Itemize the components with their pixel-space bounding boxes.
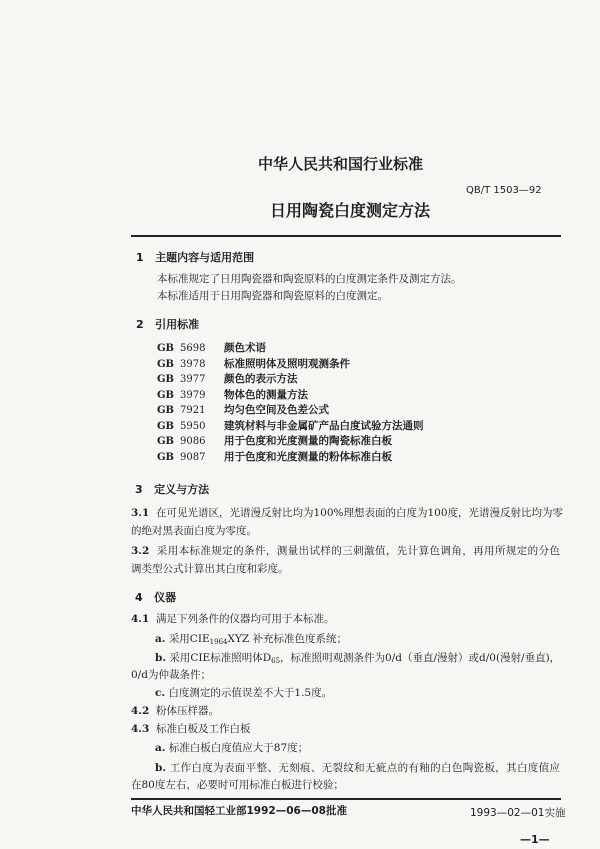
effective-date: 1993—02—01实施: [470, 807, 566, 819]
clause-4-1-b: b. 采用CIE标准照明体$D_{65}$，标准照明观测条件为0/d（垂直/漫射）或d/0(漫射/垂直)，: [155, 652, 561, 665]
reference-title: 用于色度和光度测量的粉体标准白板: [224, 450, 392, 463]
page-number: —1—: [520, 833, 550, 846]
clause-4-3-b: b. 工作白度为表面平整、无刻痕、无裂纹和无疵点的有釉的白色陶瓷板，其白度值应: [155, 762, 561, 774]
reference-prefix: GB: [157, 436, 174, 447]
section-4-heading: 4 仪器: [135, 591, 177, 604]
org-title: 中华人民共和国行业标准: [258, 155, 424, 173]
reference-prefix: GB: [157, 343, 174, 354]
reference-prefix: GB: [157, 389, 174, 401]
clause-4-3-b-cont: 在80度左右，必要时可用标准白板进行校验；: [131, 779, 344, 791]
clause-3-2: 3.2 采用本标准规定的条件，测量出试样的三刺激值，先计算色调角，再用所规定的分色: [131, 545, 560, 557]
clause-4-1-b-cont: 0/d为仲裁条件；: [131, 669, 211, 681]
section-1-heading: 1 主题内容与适用范围: [136, 251, 255, 264]
clause-4-1-c: c. 白度测定的示值误差不大于1.5度。: [155, 687, 333, 699]
reference-number: 3977: [180, 374, 206, 385]
clause-4-1-a: a. 采用$CIE_{1964}XYZ$ 补充标准色度系统；: [155, 633, 348, 646]
clause-4-2: 4.2 粉体压样器。: [131, 705, 219, 717]
reference-number: 9086: [180, 436, 206, 447]
clause-3-1: 3.1 在可见光谱区，光谱漫反射比均为100%理想表面的白度为100度，光谱漫反射比均为零: [131, 507, 564, 519]
reference-title: 颜色的表示方法: [224, 373, 298, 385]
reference-title: 标准照明体及照明观测条件: [224, 357, 350, 370]
reference-title: 用于色度和光度测量的陶瓷标准白板: [224, 435, 392, 447]
clause-4-1: 4.1 满足下列条件的仪器均可用于本标准。: [131, 613, 335, 625]
reference-title: 均匀色空间及色差公式: [224, 404, 329, 416]
clause-4-3: 4.3 标准白板及工作白板: [131, 723, 251, 735]
reference-prefix: GB: [157, 420, 174, 432]
reference-item: [157, 436, 392, 447]
reference-number: 7921: [180, 405, 206, 416]
reference-number: 5950: [180, 420, 206, 432]
reference-item: [157, 343, 266, 354]
reference-prefix: GB: [157, 374, 174, 385]
reference-title: 建筑材料与非金属矿产品白度试验方法通则: [224, 419, 424, 432]
reference-item: [157, 452, 392, 463]
section-3-heading: 3 定义与方法: [135, 483, 210, 496]
header-rule: [131, 235, 561, 237]
reference-prefix: GB: [157, 358, 174, 370]
reference-number: 3978: [180, 358, 206, 370]
reference-item: [157, 359, 350, 370]
standard-code: QB/T 1503—92: [466, 185, 542, 196]
approval-line: 中华人民共和国轻工业部1992—06—08批准: [131, 805, 347, 817]
reference-number: 5698: [180, 343, 206, 354]
reference-item: [157, 421, 424, 432]
footer-rule: [131, 798, 561, 800]
reference-number: 3979: [180, 389, 206, 401]
document-title: 日用陶瓷白度测定方法: [270, 201, 431, 220]
clause-4-3-a: a. 标准白板白度值应大于87度；: [155, 742, 309, 754]
reference-item: [157, 390, 308, 401]
reference-title: 物体色的测量方法: [224, 388, 308, 401]
reference-number: 9087: [180, 451, 206, 463]
reference-prefix: GB: [157, 405, 174, 416]
clause-3-2-cont: 调类型公式计算出其白度和彩度。: [131, 563, 289, 575]
reference-item: [157, 374, 298, 385]
section-1-para-1: 本标准规定了日用陶瓷器和陶瓷原料的白度测定条件及测定方法。: [157, 273, 462, 285]
reference-title: 颜色术语: [224, 342, 266, 354]
clause-3-1-cont: 的绝对黑表面白度为零度。: [131, 525, 257, 537]
reference-item: [157, 405, 329, 416]
section-1-para-2: 本标准适用于日用陶瓷器和陶瓷原料的白度测定。: [157, 290, 388, 302]
reference-prefix: GB: [157, 451, 174, 463]
section-2-heading: 2 引用标准: [136, 318, 200, 331]
